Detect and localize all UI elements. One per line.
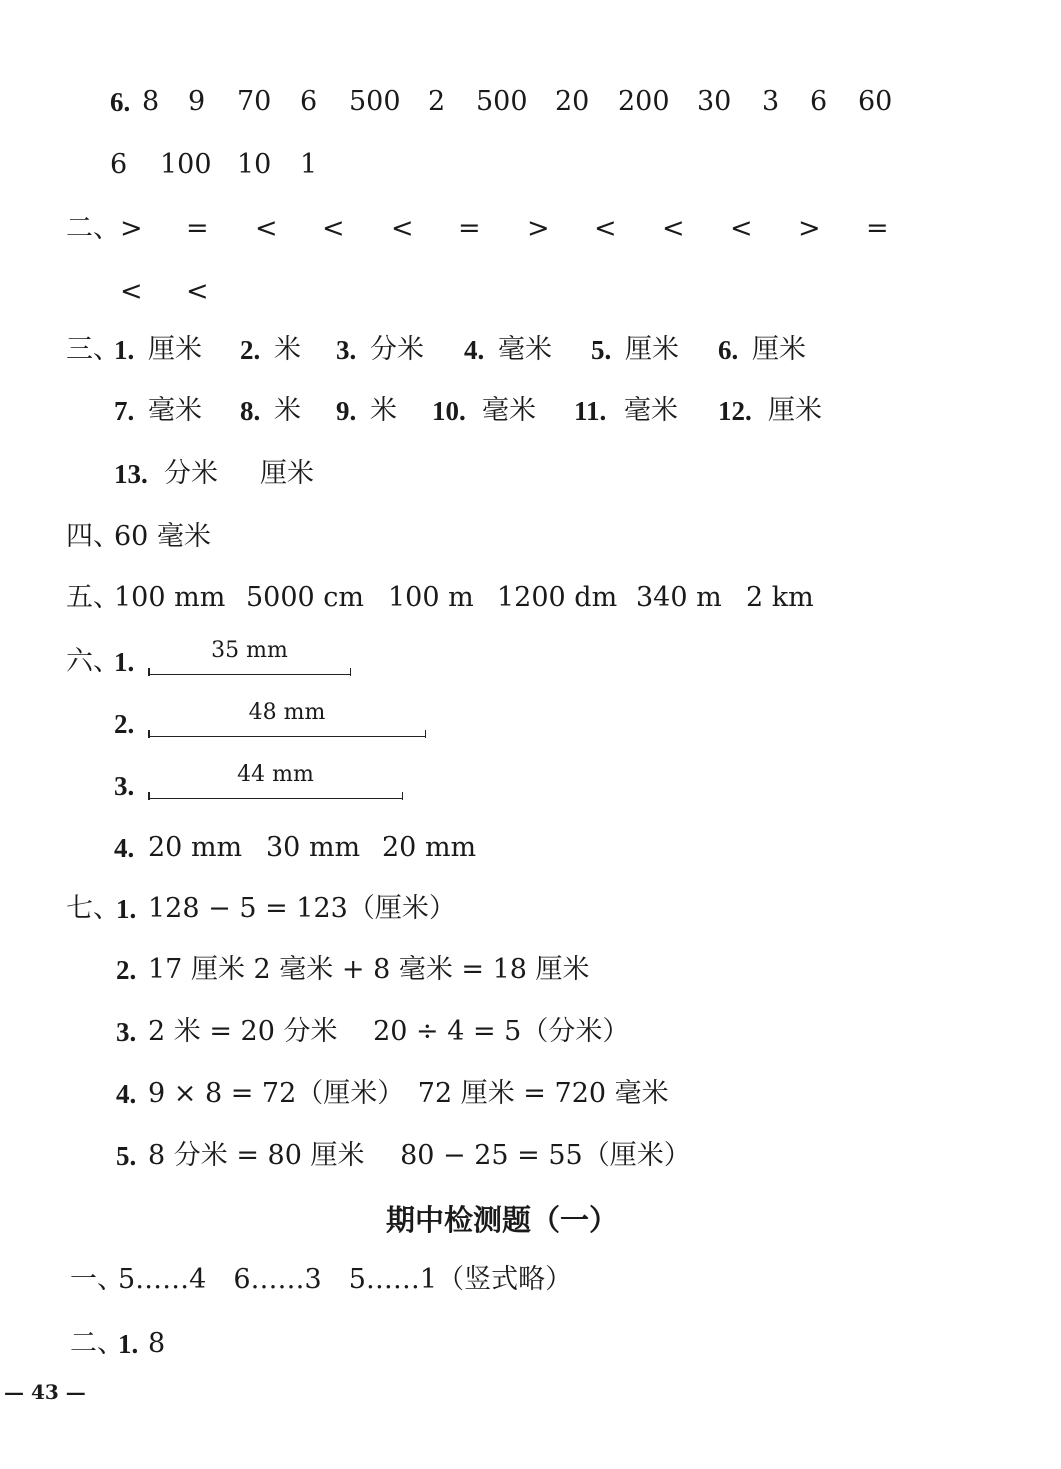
item-number: 2. — [114, 709, 135, 739]
answer-value: 1200 dm — [497, 582, 618, 613]
item-number: 9. — [336, 396, 357, 426]
item-number: 4. — [114, 833, 135, 863]
unit-answer: 毫米 — [498, 334, 552, 365]
item-number: 3. — [116, 1017, 137, 1047]
answer-value: 200 — [618, 86, 670, 117]
item-number: 2. — [240, 335, 261, 365]
item-number: 1. — [118, 1329, 139, 1359]
item-number: 3. — [114, 771, 135, 801]
compare-symbol: < — [186, 276, 209, 307]
answer-value: 20 — [555, 86, 590, 117]
equation: 2 米 = 20 分米 20 ÷ 4 = 5（分米） — [148, 1016, 630, 1047]
compare-symbol: = — [186, 213, 209, 244]
answer-value: 9 — [188, 86, 206, 117]
compare-symbol: < — [594, 213, 617, 244]
answer-value: 6 — [300, 86, 318, 117]
unit-answer: 米 — [274, 334, 301, 365]
answer-value: 2 — [428, 86, 446, 117]
compare-symbol: < — [730, 213, 753, 244]
item-number: 5. — [591, 335, 612, 365]
section-marker: 二、 — [70, 1328, 124, 1359]
answer-value: 100 — [160, 149, 212, 180]
compare-symbol: < — [120, 276, 143, 307]
answer-value: 5000 cm — [246, 582, 365, 613]
answer-value: 30 — [697, 86, 732, 117]
unit-answer: 厘米 — [768, 395, 822, 426]
section-marker: 七、 — [66, 893, 120, 924]
answer-value: 100 mm — [114, 582, 226, 613]
answer-value: 6 — [810, 86, 828, 117]
compare-symbol: < — [662, 213, 685, 244]
section-marker: 四、 — [66, 521, 120, 552]
unit-answer: 厘米 — [260, 458, 314, 489]
line-segment — [148, 638, 351, 675]
item-number: 12. — [718, 396, 752, 426]
answer-value: 8 — [142, 86, 160, 117]
item-number: 4. — [464, 335, 485, 365]
section-marker: 一、 — [70, 1264, 124, 1295]
answer-value: 30 mm — [266, 832, 361, 863]
item-number: 2. — [116, 955, 137, 985]
section-marker: 五、 — [66, 582, 120, 613]
section-marker: 三、 — [66, 334, 120, 365]
segment-label: 48 mm — [248, 700, 326, 725]
answer-value: 100 m — [388, 582, 474, 613]
answer-value: 500 — [476, 86, 528, 117]
equation: 128 − 5 = 123（厘米） — [148, 893, 456, 924]
compare-symbol: < — [322, 213, 345, 244]
equation: 9 × 8 = 72（厘米） 72 厘米 = 720 毫米 — [148, 1078, 669, 1109]
section-marker: 六、 — [66, 646, 120, 677]
answer-value: 10 — [237, 149, 272, 180]
item-number: 1. — [116, 894, 137, 924]
answer-value: 3 — [762, 86, 780, 117]
answer-value: 340 m — [636, 582, 722, 613]
answer-value: 500 — [349, 86, 401, 117]
line-segment — [148, 762, 403, 799]
equation: 17 厘米 2 毫米 + 8 毫米 = 18 厘米 — [148, 954, 590, 985]
item-number: 10. — [432, 396, 466, 426]
unit-answer: 厘米 — [625, 334, 679, 365]
unit-answer: 米 — [370, 395, 397, 426]
answer-value: 70 — [237, 86, 272, 117]
answer-value: 6 — [110, 149, 128, 180]
item-number: 6. — [110, 87, 131, 117]
unit-answer: 厘米 — [752, 334, 806, 365]
answer-text: 5……4 6……3 5……1（竖式略） — [118, 1264, 573, 1295]
item-number: 7. — [114, 396, 135, 426]
section-heading: 期中检测题（一） — [386, 1203, 619, 1237]
item-number: 13. — [114, 459, 148, 489]
item-number: 11. — [574, 396, 607, 426]
compare-symbol: > — [527, 213, 550, 244]
segment-label: 35 mm — [211, 638, 288, 663]
section-marker: 二、 — [66, 213, 120, 244]
compare-symbol: = — [458, 213, 481, 244]
unit-answer: 毫米 — [482, 395, 536, 426]
answer-value: 1 — [300, 149, 318, 180]
unit-answer: 厘米 — [148, 334, 202, 365]
unit-answer: 毫米 — [148, 395, 202, 426]
answer-value: 60 — [858, 86, 893, 117]
unit-answer: 分米 — [164, 458, 218, 489]
item-number: 8. — [240, 396, 261, 426]
answer-value: 2 km — [746, 582, 814, 613]
unit-answer: 米 — [274, 395, 301, 426]
answer-value: 20 mm — [148, 832, 243, 863]
line-segment — [148, 700, 426, 737]
answer-value: 20 mm — [382, 832, 477, 863]
unit-answer: 分米 — [370, 334, 424, 365]
equation: 8 分米 = 80 厘米 80 − 25 = 55（厘米） — [148, 1140, 691, 1171]
item-number: 1. — [114, 647, 135, 677]
page-number: — 43 — — [4, 1380, 86, 1404]
compare-symbol: > — [798, 213, 821, 244]
compare-symbol: < — [391, 213, 414, 244]
answer-text: 60 毫米 — [114, 521, 211, 552]
compare-symbol: < — [255, 213, 278, 244]
answer-value: 8 — [148, 1328, 166, 1359]
unit-answer: 毫米 — [624, 395, 678, 426]
item-number: 1. — [114, 335, 135, 365]
item-number: 4. — [116, 1079, 137, 1109]
item-number: 6. — [718, 335, 739, 365]
item-number: 5. — [116, 1141, 137, 1171]
compare-symbol: = — [866, 213, 889, 244]
compare-symbol: > — [120, 213, 143, 244]
item-number: 3. — [336, 335, 357, 365]
segment-label: 44 mm — [237, 762, 314, 787]
